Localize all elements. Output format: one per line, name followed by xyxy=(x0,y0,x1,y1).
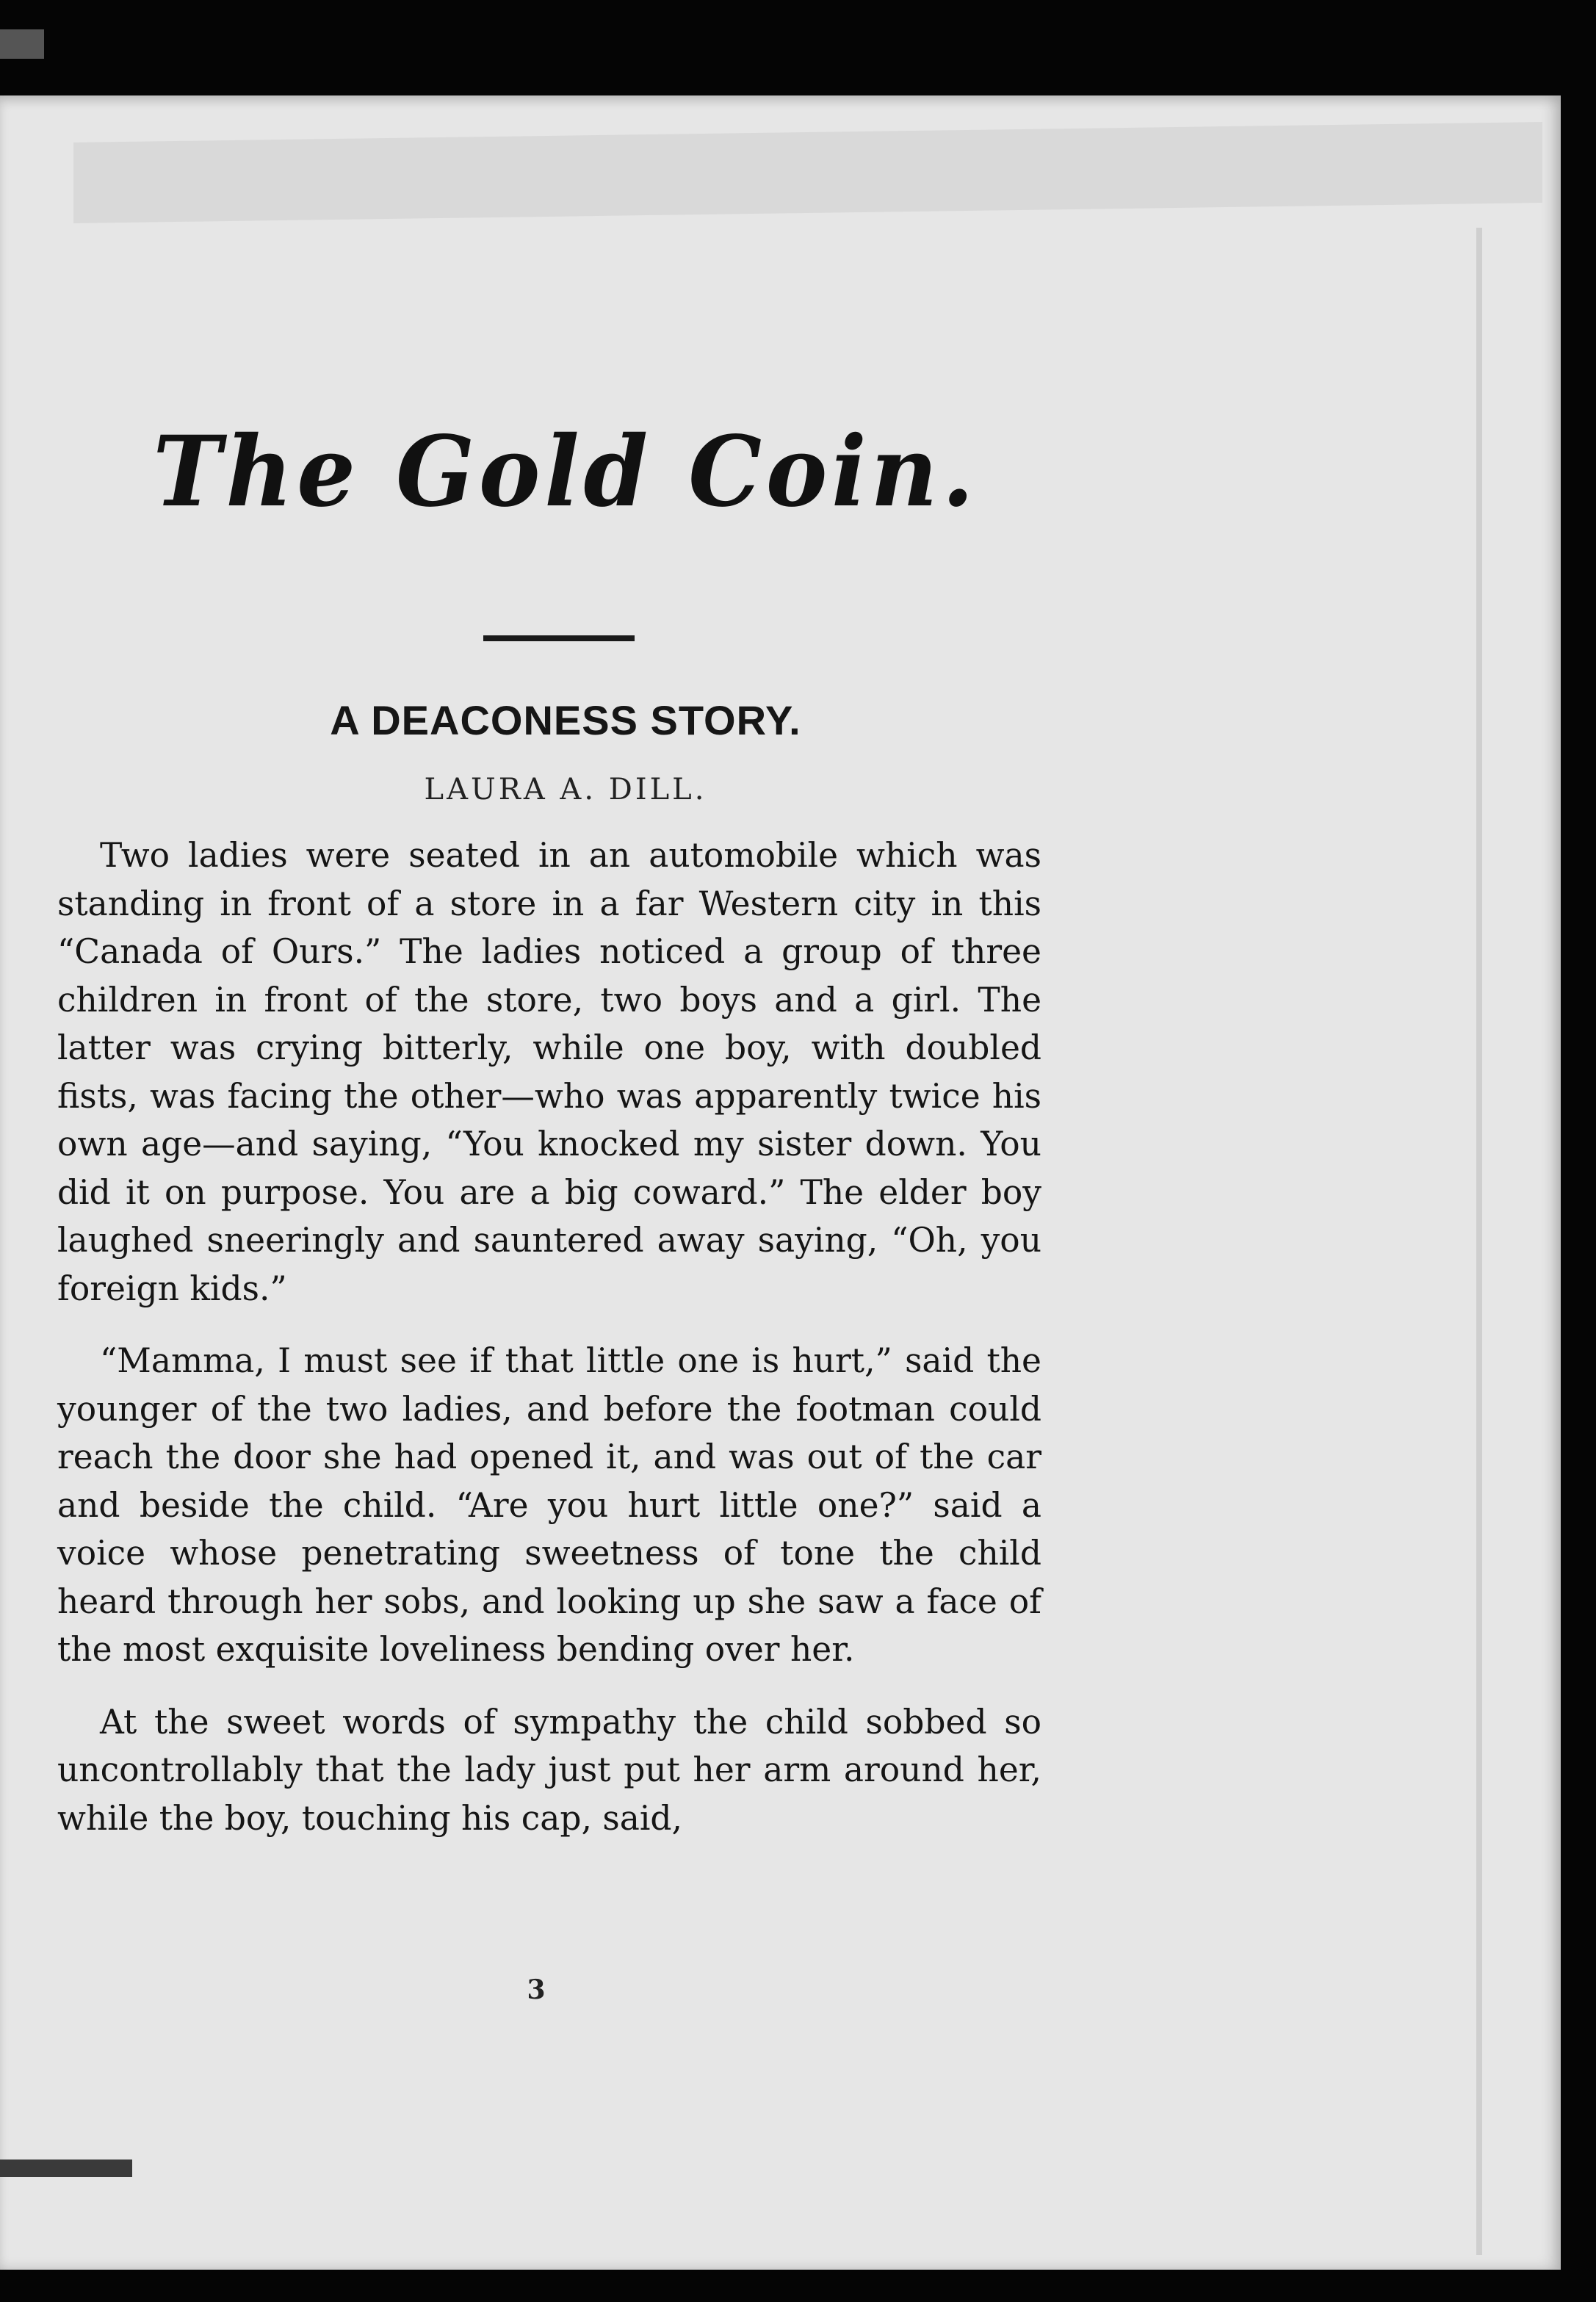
page-top-strip xyxy=(73,122,1542,223)
story-author: LAURA A. DILL. xyxy=(424,773,707,807)
paragraph-3: At the sweet words of sympathy the child sobbed so uncontrollably that the lady just put her arm around her, while the boy, touching his cap, said, xyxy=(57,1702,1041,1838)
scan-smudge xyxy=(0,29,44,59)
story-title: The Gold Coin. xyxy=(153,415,978,529)
page-number: 3 xyxy=(527,1974,546,2005)
scan-smudge xyxy=(0,2160,132,2177)
page-edge xyxy=(1476,228,1482,2255)
story-subtitle: A DEACONESS STORY. xyxy=(330,697,801,743)
title-rule xyxy=(483,635,635,641)
book-page xyxy=(0,95,1561,2270)
story-body xyxy=(57,831,1041,1842)
paragraph-2: “Mamma, I must see if that little one is hurt,” said the younger of the two ladies, and before the footman could reach the door she had opened it, and was out of the car and beside the child. “Are you hurt little one?” said a voice whose penetrating sweetness of tone the child heard through her sobs, and looking up she saw a face of the most exquisite loveliness bending over her. xyxy=(57,1341,1041,1669)
paragraph-1: Two ladies were seated in an automobile which was standing in front of a store in a far Western city in this “Canada of Ours.” The ladies noticed a group of three children in front of the store, two boys and a girl. The latter was crying bitterly, while one boy, with doubled fists, was facing the other—who was apparently twice his own age—and saying, “You knocked my sister down. You did it on purpose. You are a big coward.” The elder boy laughed sneeringly and sauntered away saying, “Oh, you foreign kids.” xyxy=(57,836,1041,1308)
